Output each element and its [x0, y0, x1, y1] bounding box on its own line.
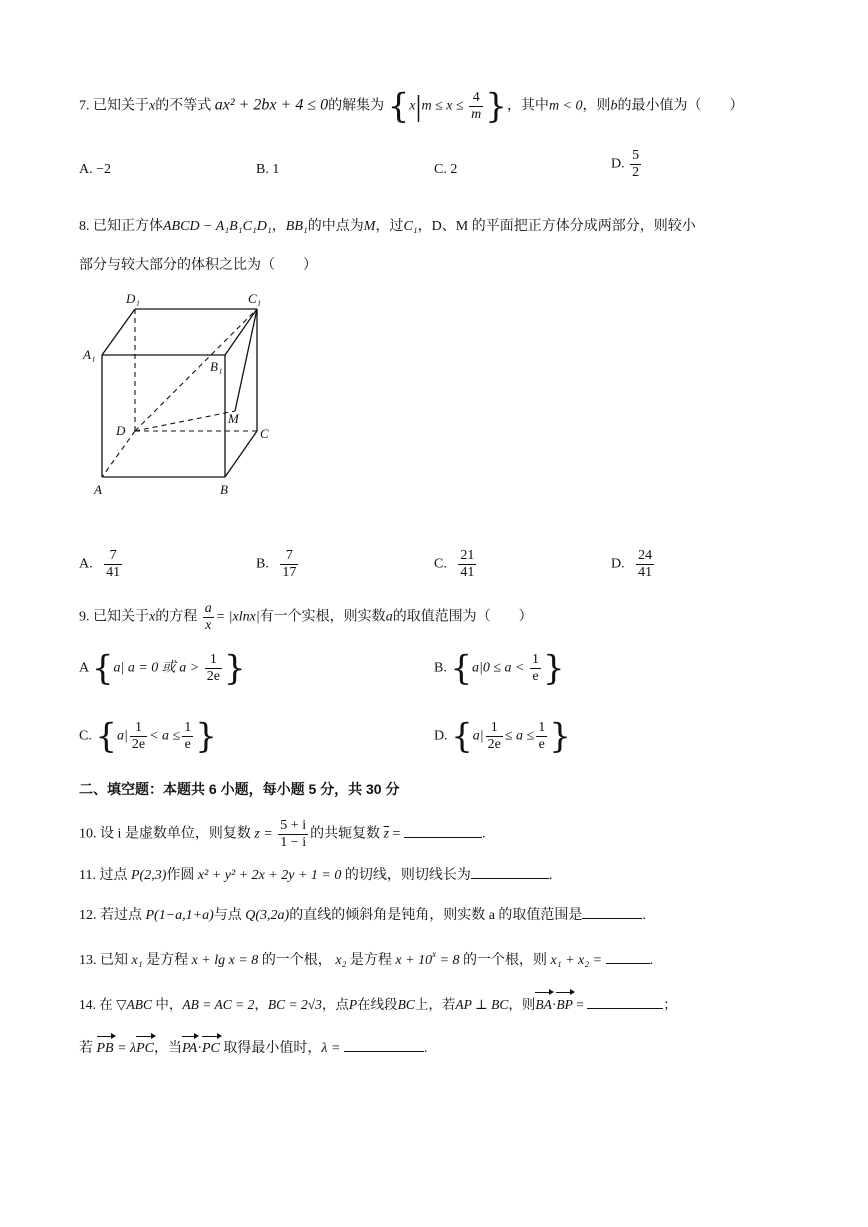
q9-text: 9. 已知关于: [79, 609, 149, 625]
q8-option-c-fraction: [458, 548, 476, 581]
q8-option-b: [256, 548, 300, 581]
q14-text: 14. 在: [79, 997, 113, 1012]
q9-option-d-lbrace: {: [451, 716, 473, 757]
q14-text: =: [576, 997, 584, 1012]
q9-option-a-num: 1: [205, 652, 222, 669]
q7-text: ，则: [582, 98, 611, 114]
q7-option-d-den: 2: [632, 165, 640, 180]
q13-stem: [79, 944, 653, 971]
q9-text: 有一个实根，则实数: [259, 609, 386, 625]
q14-end: .: [423, 1041, 428, 1056]
q14-vector-pa: PA: [182, 1039, 197, 1059]
label-c1: C₁: [248, 291, 262, 306]
q11-text: 的切线，则切线长为: [344, 868, 471, 883]
q8-option-d: [611, 548, 656, 581]
q13-answer-blank[interactable]: [606, 949, 650, 964]
q10-end: .: [481, 826, 486, 842]
q8-option-d-den: 41: [638, 565, 653, 580]
q8-text: 的中点为: [307, 219, 364, 234]
q14-text: ，当: [154, 1041, 183, 1056]
q9-fraction: [203, 601, 214, 634]
q9-equation: = |xlnx|: [215, 609, 260, 625]
q14-vector-pc2: PC: [202, 1039, 220, 1059]
q13-text: 的一个根，: [261, 953, 332, 968]
q14-text: ，则: [508, 997, 536, 1012]
q8-option-b-den: 17: [282, 565, 297, 580]
q7-stem: [79, 86, 744, 127]
q14-point-p: P: [348, 997, 358, 1012]
q9-option-d-mid: ≤ a ≤: [504, 728, 535, 744]
q7-frac-den: m: [471, 107, 482, 122]
q9-option-b-lbrace: {: [450, 648, 472, 689]
label-b: B: [220, 482, 228, 497]
q9-option-c-den2: e: [184, 737, 191, 752]
q9-text: 的取值范围为（ ）: [392, 609, 533, 625]
label-m: M: [228, 411, 239, 426]
q9-option-b-rbrace: }: [542, 648, 565, 689]
q14-vector-pb: PB: [97, 1039, 114, 1059]
q14-text: 中，: [155, 997, 183, 1012]
q8-text: ，过: [375, 219, 404, 234]
q10-stem: [79, 818, 485, 851]
q13-x2: x₂: [335, 953, 347, 968]
q7-option-a: A. −2: [79, 162, 112, 177]
q7-text: 的不等式: [155, 98, 212, 114]
q7-option-d-num: 5: [632, 148, 640, 163]
q8-point-c1: C₁: [403, 219, 418, 234]
q8-option-c: [434, 548, 478, 581]
q13-eq2: [395, 949, 460, 968]
q8-option-d-fraction: [636, 548, 654, 581]
q11-point: P(2,3): [130, 868, 167, 883]
q7-set-var: x: [409, 98, 416, 114]
q9-option-d-num1: 1: [486, 720, 503, 737]
q9-var-x: x: [149, 609, 156, 625]
q9-option-b-num: 1: [531, 652, 539, 667]
q8-point-m: M: [363, 219, 376, 234]
q14-cond1: AB = AC = 2: [182, 997, 255, 1012]
q14-triangle: ▽ABC: [116, 997, 153, 1012]
q9-option-b-body: a|0 ≤ a <: [471, 660, 525, 676]
q7-var-b: b: [610, 98, 618, 114]
q8-option-b-label: B.: [256, 556, 269, 572]
q8-option-a-fraction: [104, 548, 122, 581]
q9-option-b-fraction: [530, 652, 541, 685]
q10-text: 的共轭复数: [310, 826, 381, 842]
q14-text: 取得最小值时，: [223, 1041, 322, 1056]
q8-stem-line2: 部分与较大部分的体积之比为（ ）: [79, 258, 317, 273]
q14-answer-blank-1[interactable]: [587, 994, 663, 1009]
q12-point-p: P(1−a,1+a): [145, 908, 214, 923]
label-b1: B₁: [210, 359, 223, 374]
q13-text: 13. 已知: [79, 953, 128, 968]
q8-option-d-label: D.: [611, 556, 625, 572]
q14-eq-lambda: = λ: [117, 1041, 137, 1056]
q14-answer-blank-2[interactable]: [344, 1037, 424, 1052]
q9-option-d-pre: a|: [472, 728, 484, 744]
q7-text: 7. 已知关于: [79, 98, 149, 114]
q8-option-c-label: C.: [434, 556, 447, 572]
q9-option-c-pre: a|: [116, 728, 128, 744]
q9-frac-num: a: [204, 601, 212, 616]
q9-option-c-num1: 1: [130, 720, 147, 737]
q13-text: 是方程: [146, 953, 189, 968]
q9-option-c-num2: 1: [184, 720, 192, 735]
q14-text: ，: [254, 997, 268, 1012]
q9-option-d-rbrace: }: [549, 716, 571, 757]
q12-text: 12. 若过点: [79, 908, 142, 923]
q8-option-c-den: 41: [460, 565, 475, 580]
q12-stem: [79, 904, 646, 926]
q7-text: 的最小值为（ ）: [617, 98, 744, 114]
q14-text: 若: [79, 1041, 93, 1056]
q14-vector-bp: BP: [556, 995, 573, 1015]
q7-inequality: ax² + 2bx + 4 ≤ 0: [214, 96, 329, 114]
q14-cond2: BC = 2√3: [267, 997, 322, 1012]
q7-right-brace: }: [485, 86, 507, 127]
q7-option-b: B. 1: [256, 162, 280, 177]
q8-option-a-label: A.: [79, 556, 93, 572]
q8-option-c-num: 21: [460, 548, 475, 563]
q11-end: .: [548, 868, 553, 883]
q13-text: 是方程: [349, 953, 392, 968]
q11-text: 作圆: [166, 868, 195, 883]
q11-text: 11. 过点: [79, 868, 128, 883]
q9-text: 的方程: [155, 609, 198, 625]
q10-fraction: [278, 818, 308, 851]
q9-option-a-lbrace: {: [91, 648, 114, 689]
q14-vector-pc: PC: [136, 1039, 154, 1059]
q9-stem: [79, 601, 533, 634]
q9-option-b: [434, 648, 565, 689]
q13-eq2-rhs: = 8: [436, 953, 460, 968]
q9-option-a-den: 2e: [206, 669, 220, 684]
q7-condition: m < 0: [548, 98, 583, 114]
q9-var-a: a: [385, 609, 393, 625]
q8-cube: ABCD − A₁B₁C₁D₁: [163, 219, 272, 234]
q14-text: ，点: [321, 997, 349, 1012]
q11-stem: [79, 864, 552, 886]
q14-text: 在线段: [357, 997, 398, 1012]
q7-var-x: x: [149, 98, 156, 114]
q8-cube-figure: [80, 285, 280, 505]
q8-edge: BB₁: [285, 219, 308, 234]
q14-lambda: λ =: [321, 1041, 341, 1056]
q7-fraction: [469, 90, 483, 123]
q10-z-eq: z =: [254, 826, 273, 842]
q8-option-d-num: 24: [638, 548, 653, 563]
q7-text: ，其中: [506, 98, 549, 114]
q9-option-d-frac2: [536, 720, 547, 753]
q9-option-a: [79, 648, 246, 689]
label-d1: D₁: [126, 291, 140, 306]
q7-set-bar: |: [415, 89, 422, 123]
q10-answer-blank[interactable]: [404, 823, 482, 838]
q7-option-d-label: D.: [611, 156, 625, 172]
q14-segment-bc: BC: [397, 997, 415, 1012]
q7-frac-num: 4: [469, 90, 483, 107]
q12-answer-blank[interactable]: [582, 904, 642, 919]
q14-vector-ba: BA: [535, 995, 552, 1015]
q10-frac-den: 1 − i: [280, 835, 307, 850]
q13-sum: x₁ + x₂ =: [550, 953, 603, 968]
q7-set-condition: m ≤ x ≤: [421, 98, 464, 114]
q9-option-d-label: D.: [434, 728, 448, 744]
q14-perp: AP ⊥ BC: [455, 997, 509, 1012]
q11-answer-blank[interactable]: [471, 864, 549, 879]
q7-option-d: [611, 148, 643, 181]
label-d: D: [116, 423, 126, 438]
q11-circle: x² + y² + 2x + 2y + 1 = 0: [197, 868, 342, 883]
q8-option-a-den: 41: [106, 565, 121, 580]
q9-option-d-den1: 2e: [487, 737, 501, 752]
q9-option-d-den2: e: [538, 737, 545, 752]
q8-option-a: [79, 548, 124, 581]
q14-stem-line2: [79, 1037, 427, 1059]
q7-text: 的解集为: [328, 98, 385, 114]
q8-option-a-num: 7: [104, 548, 122, 565]
q10-text: =: [392, 826, 401, 842]
q8-option-b-fraction: [280, 548, 298, 581]
q8-text: ，D、M 的平面把正方体分成两部分，则较小: [417, 219, 696, 234]
q13-eq1: x + lg x = 8: [191, 953, 259, 968]
q14-text: 上，若: [414, 997, 456, 1012]
q10-frac-num: 5 + i: [280, 818, 307, 833]
q9-option-b-den: e: [532, 669, 539, 684]
q9-option-c-lbrace: {: [95, 716, 117, 757]
q9-option-d-frac1: [486, 720, 503, 753]
q7-left-brace: {: [387, 86, 410, 127]
label-a: A: [94, 482, 102, 497]
q8-stem-line1: [79, 217, 696, 237]
q9-option-a-fraction: [205, 652, 222, 685]
q12-text: 的直线的倾斜角是钝角，则实数 a 的取值范围是: [289, 908, 583, 923]
q9-option-d: [434, 716, 571, 757]
q13-eq2-base: x + 10: [395, 953, 433, 968]
q7-option-c: C. 2: [434, 162, 458, 177]
q9-option-c: [79, 716, 217, 757]
q13-text: 的一个根，则: [463, 953, 548, 968]
q9-option-a-label: A: [79, 660, 89, 676]
q9-frac-den: x: [205, 618, 212, 633]
q9-option-c-rbrace: }: [195, 716, 217, 757]
q9-option-c-den1: 2e: [131, 737, 146, 752]
q8-text: ，: [271, 219, 286, 234]
q9-option-d-num2: 1: [538, 720, 546, 735]
q9-option-c-label: C.: [79, 728, 92, 744]
label-a1: A₁: [83, 347, 96, 362]
q7-option-d-fraction: [630, 148, 641, 181]
q9-option-b-label: B.: [434, 660, 447, 676]
q9-option-c-frac1: [130, 720, 147, 753]
q10-text: 10. 设 i 是虚数单位，则复数: [79, 826, 251, 842]
q13-eq2-exp: x: [432, 949, 437, 959]
q9-option-a-body: a| a = 0 或 a >: [113, 660, 200, 676]
q14-semicolon: ；: [663, 997, 677, 1012]
section2-heading: 二、填空题：本题共 6 小题，每小题 5 分，共 30 分: [79, 781, 400, 797]
q12-end: .: [642, 908, 646, 923]
q14-stem-line1: [79, 994, 677, 1015]
label-c: C: [260, 426, 269, 441]
q14-dot: ·: [197, 1041, 202, 1056]
q10-zbar: $\overline{z}$: [383, 826, 390, 842]
q9-option-c-mid: < a ≤: [149, 728, 181, 744]
q14-dot: ·: [551, 997, 557, 1012]
q13-x1: x₁: [131, 953, 143, 968]
q12-point-q: Q(3,2a): [245, 908, 290, 923]
q13-end: .: [649, 953, 654, 968]
q9-option-a-rbrace: }: [223, 648, 246, 689]
q8-text: 8. 已知正方体: [79, 219, 163, 234]
q12-text: 与点: [213, 908, 242, 923]
q8-option-b-num: 7: [280, 548, 298, 565]
q9-option-c-frac2: [182, 720, 193, 753]
